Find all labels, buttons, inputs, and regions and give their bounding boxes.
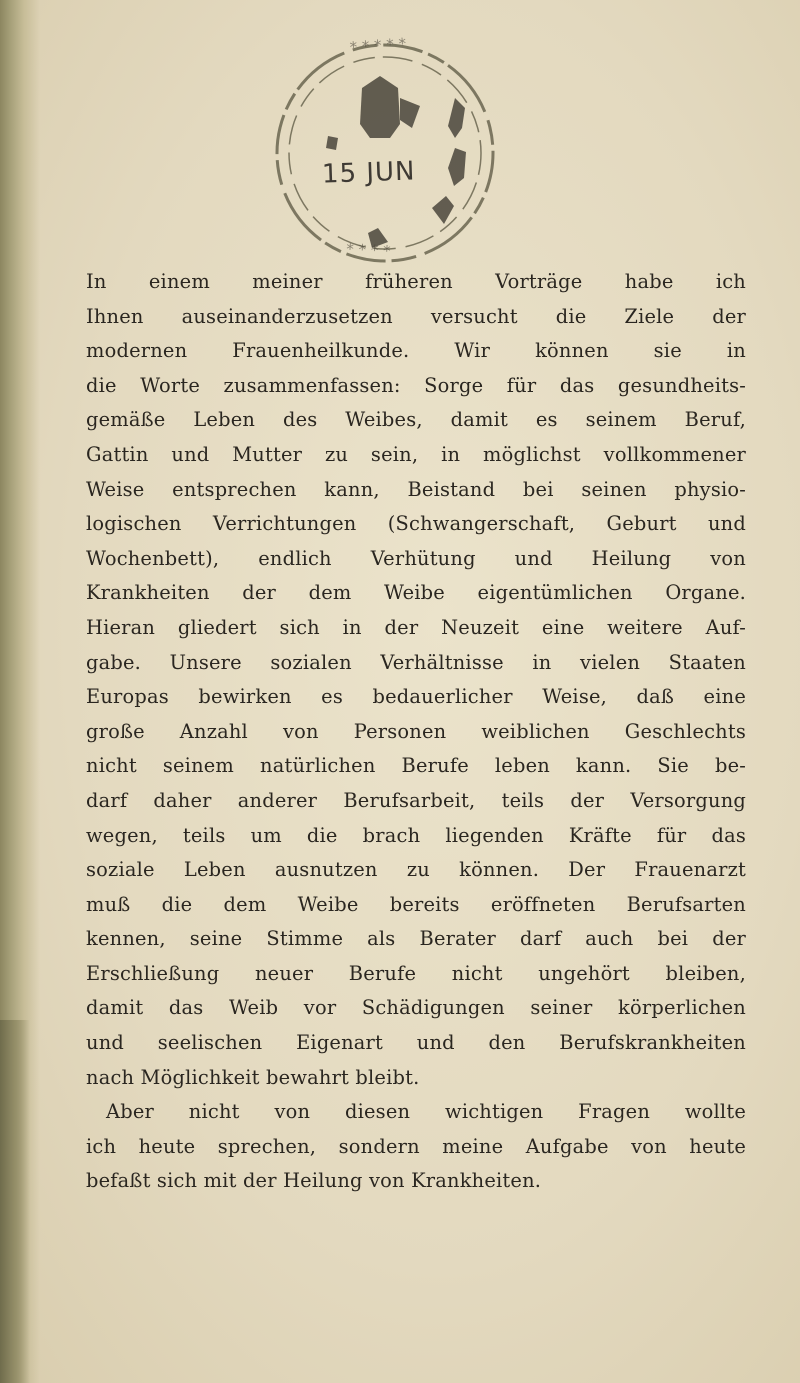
text-line: soziale Leben ausnutzen zu können. Der Frauenarzt	[86, 858, 746, 882]
text-line: Krankheiten der dem Weibe eigentümlichen Organe.	[86, 581, 746, 605]
text-line: die Worte zusammenfassen: Sorge für das gesundheits-	[86, 373, 746, 397]
text-line: Europas bewirken es bedauerlicher Weise, daß eine	[86, 685, 746, 709]
text-line: ich heute sprechen, sondern meine Aufgabe von heute	[86, 1134, 746, 1158]
text-line: gabe. Unsere sozialen Verhältnisse in vielen Staaten	[86, 650, 746, 674]
text-line: Ihnen auseinanderzusetzen versucht die Ziele der	[86, 304, 746, 328]
text-line: nach Möglichkeit bewahrt bleibt.	[86, 1065, 420, 1089]
text-line: wegen, teils um die brach liegenden Kräfte für das	[86, 823, 746, 847]
text-line: Wochenbett), endlich Verhütung und Heilung von	[86, 546, 746, 570]
paragraph-1	[86, 265, 746, 1095]
text-line: Hieran gliedert sich in der Neuzeit eine weitere Auf-	[86, 615, 746, 639]
text-line: und seelischen Eigenart und den Berufskrankheiten	[86, 1031, 746, 1055]
text-line: gemäße Leben des Weibes, damit es seinem Beruf,	[86, 408, 746, 432]
text-line: modernen Frauenheilkunde. Wir können sie in	[86, 339, 746, 363]
text-line: Weise entsprechen kann, Beistand bei seinen physio-	[86, 477, 746, 501]
page-binding-shadow	[0, 1020, 30, 1383]
text-line: damit das Weib vor Schädigungen seiner körperlichen	[86, 996, 746, 1020]
text-line: Aber nicht von diesen wichtigen Fragen wollte	[106, 1100, 746, 1124]
body-text	[86, 265, 746, 1199]
text-line: nicht seinem natürlichen Berufe leben kann. Sie be-	[86, 754, 746, 778]
text-line: kennen, seine Stimme als Berater darf auch bei der	[86, 927, 746, 951]
text-line: logischen Verrichtungen (Schwangerschaft, Geburt und	[86, 512, 746, 536]
text-line: muß die dem Weibe bereits eröffneten Berufsarten	[86, 892, 746, 916]
svg-text:* * * *: * * * *	[345, 239, 392, 261]
text-line: darf daher anderer Berufsarbeit, teils der Versorgung	[86, 788, 746, 812]
library-stamp	[250, 28, 520, 288]
svg-text:* * * * *: * * * * *	[349, 34, 407, 57]
paragraph-2	[86, 1095, 746, 1199]
text-line: große Anzahl von Personen weiblichen Geschlechts	[86, 719, 746, 743]
text-line: Gattin und Mutter zu sein, in möglichst vollkommener	[86, 442, 746, 466]
stamp-date: 15 JUN	[321, 156, 416, 190]
text-line: befaßt sich mit der Heilung von Krankheiten.	[86, 1169, 542, 1193]
text-line: In einem meiner früheren Vorträge habe ich	[86, 270, 746, 293]
text-line: Erschließung neuer Berufe nicht ungehört bleiben,	[86, 961, 746, 985]
